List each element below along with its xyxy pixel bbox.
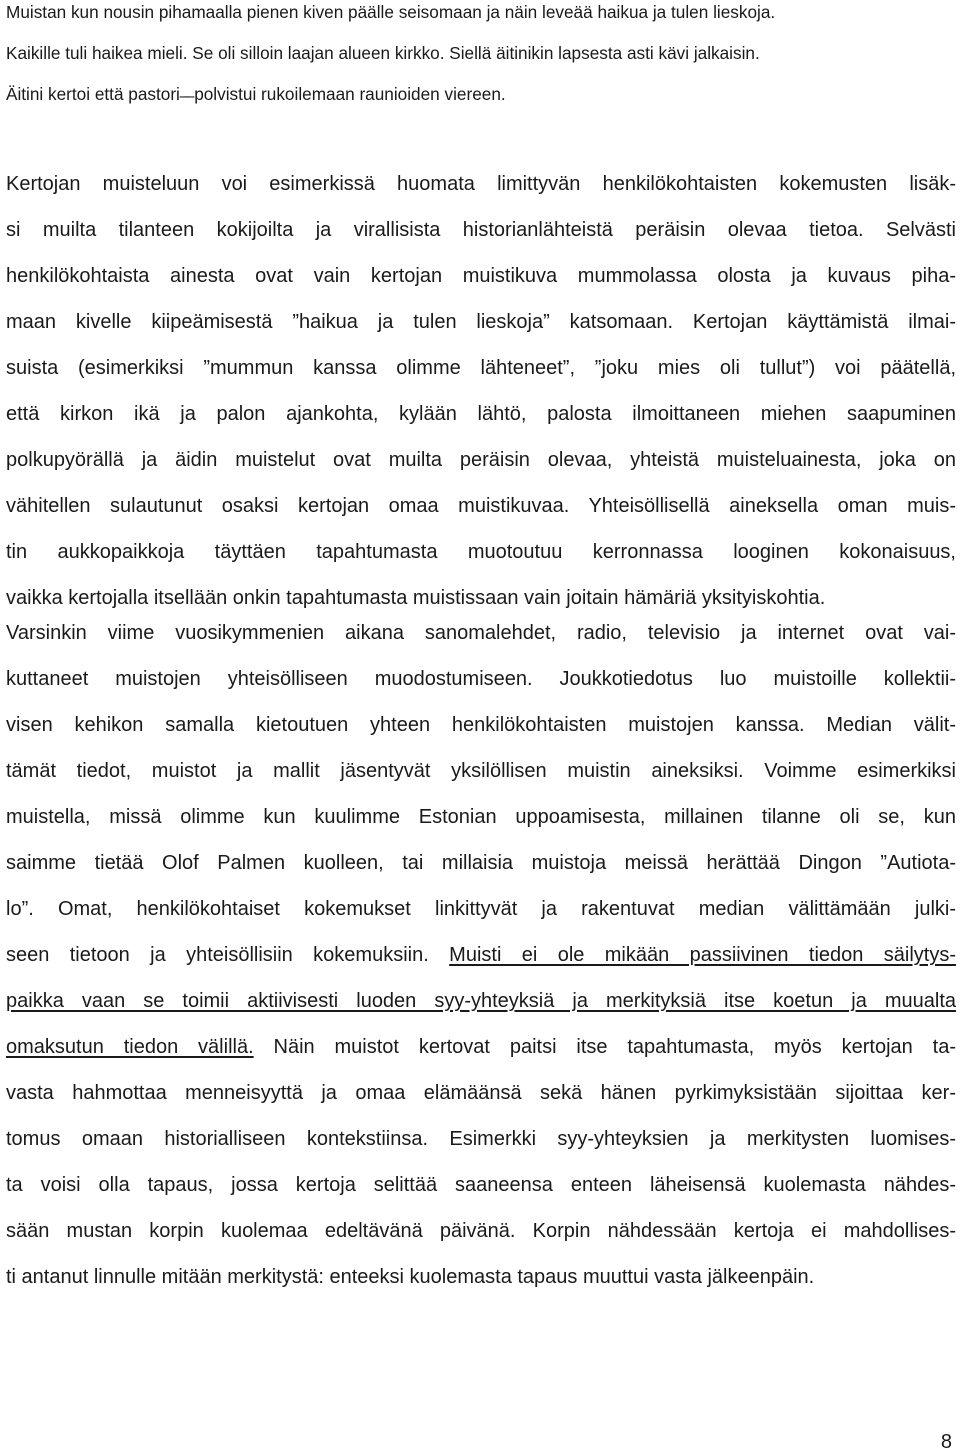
paragraph-line: sään mustan korpin kuolemaa edeltävänä päivänä. Korpin nähdessään kertoja ei mahdollises-: [6, 1220, 956, 1242]
underlined-emphasis: paikka vaan se toimii aktiivisesti luoden syy-yhteyksiä ja merkityksiä itse koetun ja muualta: [6, 990, 956, 1012]
paragraph-line: maan kivelle kiipeämisestä ”haikua ja tulen lieskoja” katsomaan. Kertojan käyttämistä ilmai-: [6, 311, 956, 333]
paragraph-line: henkilökohtaista ainesta ovat vain kertojan muistikuva mummolassa olosta ja kuvaus piha-: [6, 265, 956, 287]
paragraph-line: vaikka kertojalla itsellään onkin tapahtumasta muistissaan vain joitain hämäriä yksityiskohtia.: [6, 587, 826, 609]
paragraph-line: [6, 932, 956, 978]
interview-quote: [6, 0, 946, 115]
paragraph-line: polkupyörällä ja äidin muistelut ovat muilta peräisin olevaa, yhteistä muisteluainesta, joka on: [6, 449, 956, 471]
paragraph-line: vähitellen sulautunut osaksi kertojan omaa muistikuvaa. Yhteisöllisellä aineksella oman muis-: [6, 495, 956, 517]
quote-line: Kaikille tuli haikea mieli. Se oli silloin laajan alueen kirkko. Siellä äitinikin lapsesta asti kävi jalkaisin.: [6, 43, 760, 63]
underlined-emphasis: Muisti ei ole mikään passiivinen tiedon säilytys-: [449, 944, 956, 966]
quote-line: Äitini kertoi että pastori ̶ ̶ polvistui rukoilemaan raunioiden viereen.: [6, 84, 506, 104]
paragraph-line: vasta hahmottaa menneisyyttä ja omaa elämäänsä sekä hänen pyrkimyksistään sijoittaa ker-: [6, 1082, 956, 1104]
paragraph-line: lo”. Omat, henkilökohtaiset kokemukset linkittyvät ja rakentuvat median välittämään julki-: [6, 898, 956, 920]
quote-line: Muistan kun nousin pihamaalla pienen kiven päälle seisomaan ja näin leveää haikua ja tulen lieskoja.: [6, 2, 776, 22]
body-paragraph-1: [6, 161, 956, 621]
paragraph-line: ta voisi olla tapaus, jossa kertoja selittää saaneensa enteen läheisensä kuolemasta nähdes-: [6, 1174, 956, 1196]
body-paragraph-2: [6, 610, 956, 1300]
paragraph-line: ti antanut linnulle mitään merkitystä: enteeksi kuolemasta tapaus muuttui vasta jälkeenpäin.: [6, 1266, 815, 1288]
page-number: 8: [940, 1431, 952, 1453]
paragraph-line: että kirkon ikä ja palon ajankohta, kylään lähtö, palosta ilmoittaneen miehen saapuminen: [6, 403, 956, 425]
paragraph-line: [6, 1024, 956, 1070]
paragraph-line: kuttaneet muistojen yhteisölliseen muodostumiseen. Joukkotiedotus luo muistoille kollektii-: [6, 668, 956, 690]
paragraph-line: tämät tiedot, muistot ja mallit jäsentyvät yksilöllisen muistin aineksiksi. Voimme esimerkiksi: [6, 760, 956, 782]
paragraph-text: seen tietoon ja yhteisöllisiin kokemuksiin.: [6, 944, 450, 966]
paragraph-line: visen kehikon samalla kietoutuen yhteen henkilökohtaisten muistojen kanssa. Median välit-: [6, 714, 956, 736]
paragraph-line: [6, 978, 956, 1024]
paragraph-line: si muilta tilanteen kokijoilta ja virallisista historianlähteistä peräisin olevaa tietoa. Selvästi: [6, 219, 956, 241]
paragraph-line: saimme tietää Olof Palmen kuolleen, tai millaisia muistoja meissä herättää Dingon ”Autiota-: [6, 852, 956, 874]
paragraph-line: tomus omaan historialliseen kontekstiinsa. Esimerkki syy-yhteyksien ja merkitysten luomises-: [6, 1128, 956, 1150]
paragraph-line: muistella, missä olimme kun kuulimme Estonian uppoamisesta, millainen tilanne oli se, kun: [6, 806, 956, 828]
paragraph-line: Varsinkin viime vuosikymmenien aikana sanomalehdet, radio, televisio ja internet ovat vai-: [6, 622, 956, 644]
paragraph-line: suista (esimerkiksi ”mummun kanssa olimme lähteneet”, ”joku mies oli tullut”) voi päätellä,: [6, 357, 956, 379]
underlined-emphasis: omaksutun tiedon välillä.: [6, 1036, 254, 1058]
paragraph-line: tin aukkopaikkoja täyttäen tapahtumasta muotoutuu kerronnassa looginen kokonaisuus,: [6, 541, 956, 563]
paragraph-line: Kertojan muisteluun voi esimerkissä huomata limittyvän henkilökohtaisten kokemusten lisäk-: [6, 173, 956, 195]
paragraph-text: Näin muistot kertovat paitsi itse tapahtumasta, myös kertojan ta-: [253, 1036, 956, 1058]
